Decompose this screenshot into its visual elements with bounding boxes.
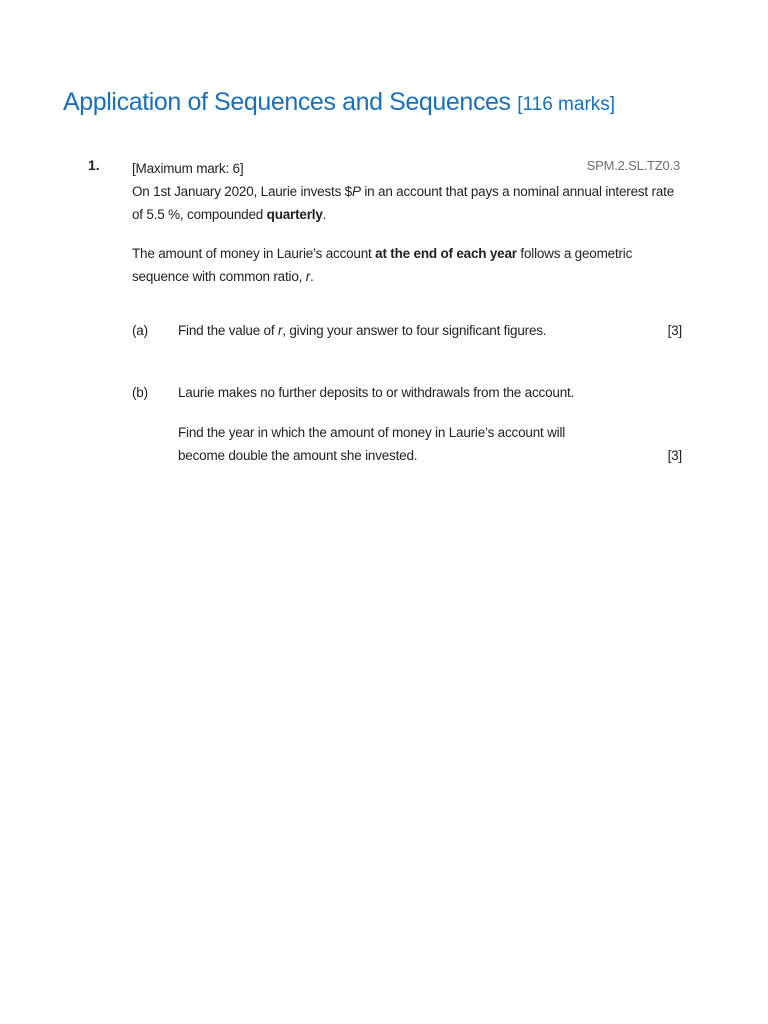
intro-emphasis: quarterly xyxy=(266,207,323,222)
question-sequence-statement xyxy=(132,242,682,288)
intro-text-c: . xyxy=(322,207,327,222)
part-b-label: (b) xyxy=(132,385,148,400)
variable-p: P xyxy=(351,184,361,199)
part-a-label: (a) xyxy=(132,323,148,338)
part-a-marks: [3] xyxy=(667,323,682,338)
part-a-text-b: , giving your answer to four significant figures. xyxy=(282,323,547,338)
seq-emphasis: at the end of each year xyxy=(375,246,517,261)
page-title xyxy=(63,88,615,117)
question-intro xyxy=(132,180,682,226)
seq-text-c: . xyxy=(310,269,314,284)
title-marks: [116 marks] xyxy=(517,94,616,115)
intro-text-a: On 1st January 2020, Laurie invests $ xyxy=(132,184,352,199)
title-text: Application of Sequences and Sequences xyxy=(63,88,511,116)
part-a-text xyxy=(178,319,588,342)
part-a xyxy=(132,319,682,342)
question-reference: SPM.2.SL.TZ0.3 xyxy=(586,158,680,173)
part-b xyxy=(132,381,682,467)
intro-text-b: in an account that pays a nominal annual interest rate of 5.5 %, compounded xyxy=(132,184,675,222)
part-b-marks: [3] xyxy=(667,448,682,463)
seq-text-b: follows a geometric sequence with common ratio, xyxy=(132,246,633,284)
question-body xyxy=(132,157,682,288)
question-number: 1. xyxy=(88,157,100,173)
seq-text-a: The amount of money in Laurie’s account xyxy=(132,246,376,261)
part-a-text-a: Find the value of xyxy=(178,323,278,338)
max-mark: [Maximum mark: 6] xyxy=(132,161,244,176)
part-b-text xyxy=(178,381,588,467)
variable-r: r xyxy=(305,269,311,284)
part-b-statement: Laurie makes no further deposits to or withdrawals from the account. xyxy=(178,385,575,400)
part-b-task: Find the year in which the amount of money in Laurie’s account will become double the amount she invested. xyxy=(178,425,566,463)
part-a-variable: r xyxy=(277,323,283,338)
